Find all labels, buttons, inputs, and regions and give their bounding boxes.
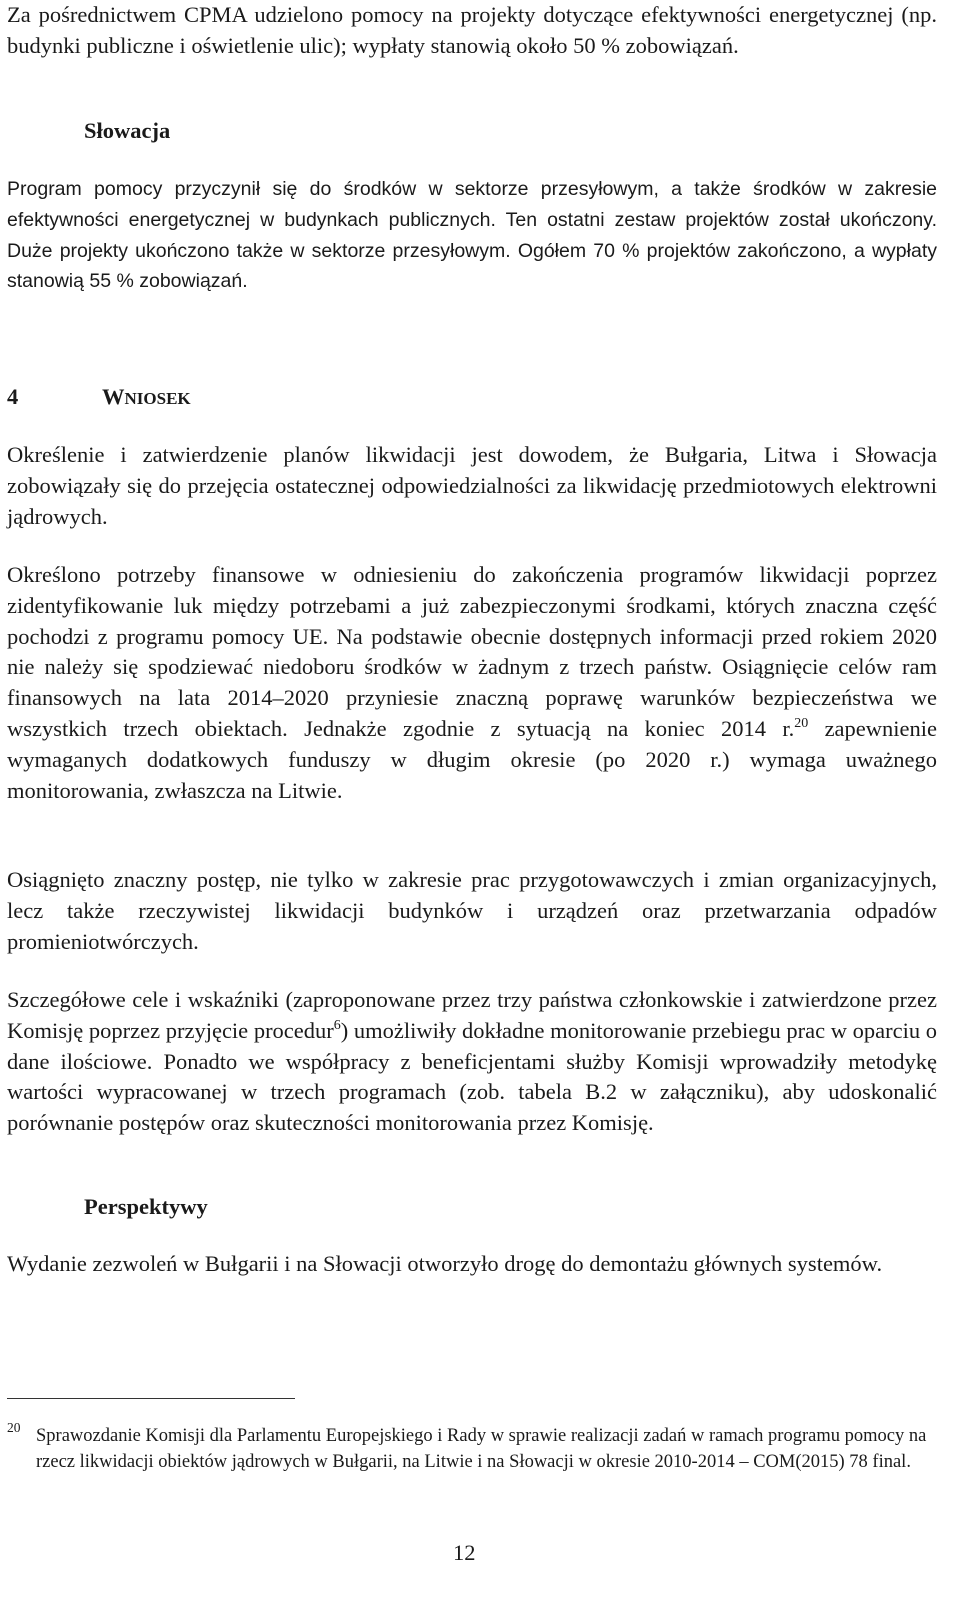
conclusion-paragraph-3: Osiągnięto znaczny postęp, nie tylko w zakresie prac przygotowawczych i zmian organizacyjnych, lecz także rzeczywistej likwidacji budynków i urządzeń oraz przetwarzania odpadów promieniotwórczych. <box>7 867 937 954</box>
conclusion-paragraph-1: Określenie i zatwierdzenie planów likwidacji jest dowodem, że Bułgaria, Litwa i Słowacja zobowiązały się do przejęcia ostatecznej odpowiedzialności za likwidację przedmiotowych elektrowni jądrowych. <box>7 442 937 529</box>
section-number: 4 <box>7 384 19 409</box>
page-number: 12 <box>453 1540 476 1565</box>
conclusion-paragraph-2-text: Określono potrzeby finansowe w odniesieniu do zakończenia programów likwidacji poprzez zidentyfikowanie luk między potrzebami a już zabezpieczonymi środkami, których znaczna część pochodzi z programu pomocy UE. Na podstawie obecnie dostępnych informacji przed rokiem 2020 nie należy się spodziewać niedoboru środków w żadnym z trzech państw. Osiągnięcie celów ram finansowych na lata 2014–2020 przyniesie znaczną poprawę warunków bezpieczeństwa we wszystkich trzech obiektach. Jednakże zgodnie z sytuacją na koniec 2014 r. <box>7 562 937 741</box>
conclusion-paragraph-4 <box>7 985 937 1139</box>
intro-paragraph: Za pośrednictwem CPMA udzielono pomocy na projekty dotyczące efektywności energetycznej (np. budynki publiczne i oświetlenie ulic); wypłaty stanowią około 50 % zobowiązań. <box>7 2 937 58</box>
perspectives-paragraph: Wydanie zezwoleń w Bułgarii i na Słowacji otworzyło drogę do demontażu głównych systemów. <box>7 1251 883 1276</box>
conclusion-paragraph-2-text-end: zapewnienie wymaganych dodatkowych funduszy w długim okresie (po 2020 r.) wymaga uważnego monitorowania, zwłaszcza na Litwie. <box>7 715 938 803</box>
subheading-perspectives: Perspektywy <box>84 1194 208 1219</box>
section-heading <box>7 384 191 410</box>
conclusion-paragraph-4-text: Szczegółowe cele i wskaźniki (zaproponowane przez trzy państwa członkowskie i zatwierdzone przez Komisję poprzez przyjęcie procedur <box>7 987 937 1043</box>
section-title-rest: NIOSEK <box>124 389 191 408</box>
slovakia-paragraph: Program pomocy przyczynił się do środków w sektorze przesyłowym, a także środków w zakresie efektywności energetycznej w budynkach publicznych. Ten ostatni zestaw projektów został ukończony. Duże projekty ukończono także w sektorze przesyłowym. Ogółem 70 % projektów zakończono, a wypłaty stanowią 55 % zobowiązań. <box>7 178 937 293</box>
footnote-separator <box>7 1398 295 1399</box>
footnote-number: 20 <box>7 1420 21 1435</box>
section-title-initial: W <box>102 384 125 409</box>
subheading-slovakia: Słowacja <box>84 118 171 143</box>
footnote-ref-20[interactable]: 20 <box>794 715 809 731</box>
footnote-text: Sprawozdanie Komisji dla Parlamentu Europejskiego i Rady w sprawie realizacji zadań w ramach programu pomocy na rzecz likwidacji obiektów jądrowych w Bułgarii, na Litwie i na Słowacji w okresie 2010-2014 – COM(2015) 78 final. <box>36 1426 927 1473</box>
conclusion-paragraph-4-text-end: ) umożliwiły dokładne monitorowanie przebiegu prac w oparciu o dane ilościowe. Ponadto we współpracy z beneficjentami służby Komisji wprowadziły metodykę wartości wypracowanej w trzech programach (zob. tabela B.2 w załączniku), aby udoskonalić porównanie postępów oraz skuteczności monitorowania przez Komisję. <box>7 1017 937 1136</box>
conclusion-paragraph-2 <box>7 560 937 806</box>
footnote-ref-6[interactable]: 6 <box>333 1017 341 1033</box>
